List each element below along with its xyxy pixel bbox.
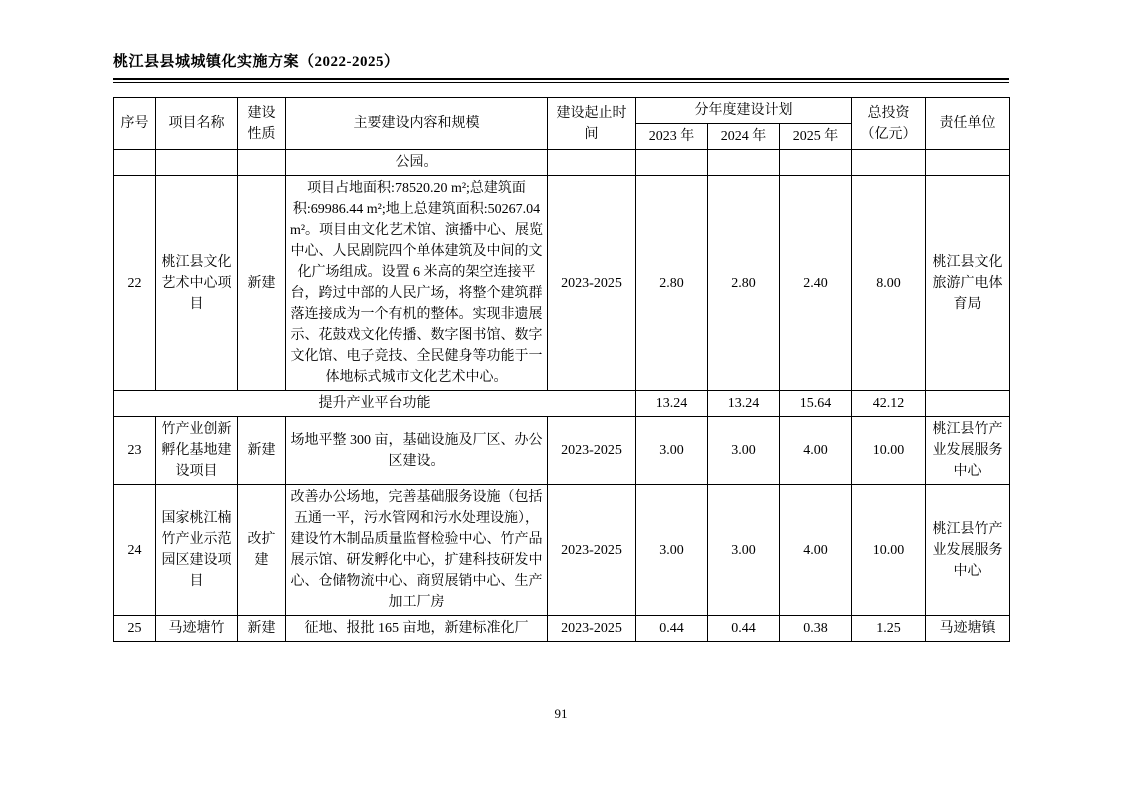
header-nature: 建设性质 [238, 98, 286, 150]
cell-year-2023: 3.00 [636, 417, 708, 485]
header-year-2025: 2025 年 [780, 124, 852, 150]
cell-subtotal-label: 提升产业平台功能 [114, 391, 636, 417]
cell-content: 场地平整 300 亩，基础设施及厂区、办公区建设。 [286, 417, 548, 485]
cell-year-2024: 3.00 [708, 417, 780, 485]
cell-year-2024 [708, 150, 780, 176]
cell-year-2023: 0.44 [636, 616, 708, 642]
cell-year-2023: 3.00 [636, 485, 708, 616]
cell-seq [114, 150, 156, 176]
cell-time [548, 150, 636, 176]
cell-nature [238, 150, 286, 176]
cell-unit [926, 150, 1010, 176]
cell-unit: 马迹塘镇 [926, 616, 1010, 642]
cell-year-2025 [780, 150, 852, 176]
table-row [114, 417, 1010, 485]
cell-total: 10.00 [852, 417, 926, 485]
header-total: 总投资（亿元） [852, 98, 926, 150]
cell-time: 2023-2025 [548, 176, 636, 391]
table-row [114, 176, 1010, 391]
project-table [113, 97, 1010, 642]
cell-unit: 桃江县竹产业发展服务中心 [926, 417, 1010, 485]
header-project-name: 项目名称 [156, 98, 238, 150]
cell-unit: 桃江县文化旅游广电体育局 [926, 176, 1010, 391]
table-row [114, 616, 1010, 642]
cell-unit [926, 391, 1010, 417]
table-row-subtotal [114, 391, 1010, 417]
cell-year-2023 [636, 150, 708, 176]
cell-nature: 改扩建 [238, 485, 286, 616]
table-row [114, 150, 1010, 176]
cell-project-name: 竹产业创新孵化基地建设项目 [156, 417, 238, 485]
cell-seq: 23 [114, 417, 156, 485]
header-title: 桃江县县城城镇化实施方案（2022-2025） [113, 54, 400, 70]
cell-project-name [156, 150, 238, 176]
cell-year-2024: 13.24 [708, 391, 780, 417]
cell-content: 改善办公场地，完善基础服务设施（包括五通一平，污水管网和污水处理设施），建设竹木制品质量监督检验中心、竹产品展示馆、研发孵化中心，扩建科技研发中心、仓储物流中心、商贸展销中心、生产加工厂房 [286, 485, 548, 616]
cell-nature: 新建 [238, 176, 286, 391]
header-plan-group: 分年度建设计划 [636, 98, 852, 124]
table-header-row-1 [114, 98, 1010, 124]
header-divider [113, 78, 1009, 83]
cell-total: 42.12 [852, 391, 926, 417]
cell-year-2023: 2.80 [636, 176, 708, 391]
cell-total: 8.00 [852, 176, 926, 391]
cell-year-2024: 3.00 [708, 485, 780, 616]
cell-seq: 22 [114, 176, 156, 391]
cell-nature: 新建 [238, 417, 286, 485]
cell-year-2025: 15.64 [780, 391, 852, 417]
cell-total: 1.25 [852, 616, 926, 642]
header-year-2024: 2024 年 [708, 124, 780, 150]
cell-content: 征地、报批 165 亩地，新建标准化厂 [286, 616, 548, 642]
cell-year-2024: 0.44 [708, 616, 780, 642]
header-time: 建设起止时间 [548, 98, 636, 150]
header-year-2023: 2023 年 [636, 124, 708, 150]
cell-content: 项目占地面积:78520.20 m²;总建筑面积:69986.44 m²;地上总建筑面积:50267.04 m²。项目由文化艺术馆、演播中心、展览中心、人民剧院四个单体建筑及中间的文化广场组成。设置 6 米高的架空连接平台，跨过中部的人民广场，将整个建筑群落连接成为一个有机的整体。实现非遗展示、花鼓戏文化传播、数字图书馆、数字文化馆、电子竞技、全民健身等功能于一体地标式城市文化艺术中心。 [286, 176, 548, 391]
cell-nature: 新建 [238, 616, 286, 642]
page-header [113, 52, 1009, 83]
cell-year-2023: 13.24 [636, 391, 708, 417]
table-body [114, 150, 1010, 642]
cell-content: 公园。 [286, 150, 548, 176]
cell-seq: 25 [114, 616, 156, 642]
cell-year-2024: 2.80 [708, 176, 780, 391]
cell-year-2025: 0.38 [780, 616, 852, 642]
header-seq: 序号 [114, 98, 156, 150]
cell-time: 2023-2025 [548, 485, 636, 616]
cell-project-name: 马迹塘竹 [156, 616, 238, 642]
header-unit: 责任单位 [926, 98, 1010, 150]
cell-time: 2023-2025 [548, 616, 636, 642]
header-content: 主要建设内容和规模 [286, 98, 548, 150]
cell-year-2025: 4.00 [780, 485, 852, 616]
cell-unit: 桃江县竹产业发展服务中心 [926, 485, 1010, 616]
page-number: 91 [554, 706, 568, 721]
cell-total: 10.00 [852, 485, 926, 616]
cell-seq: 24 [114, 485, 156, 616]
cell-total [852, 150, 926, 176]
cell-year-2025: 2.40 [780, 176, 852, 391]
cell-project-name: 桃江县文化艺术中心项目 [156, 176, 238, 391]
table-header [114, 98, 1010, 150]
cell-time: 2023-2025 [548, 417, 636, 485]
cell-project-name: 国家桃江楠竹产业示范园区建设项目 [156, 485, 238, 616]
table-row [114, 485, 1010, 616]
cell-year-2025: 4.00 [780, 417, 852, 485]
